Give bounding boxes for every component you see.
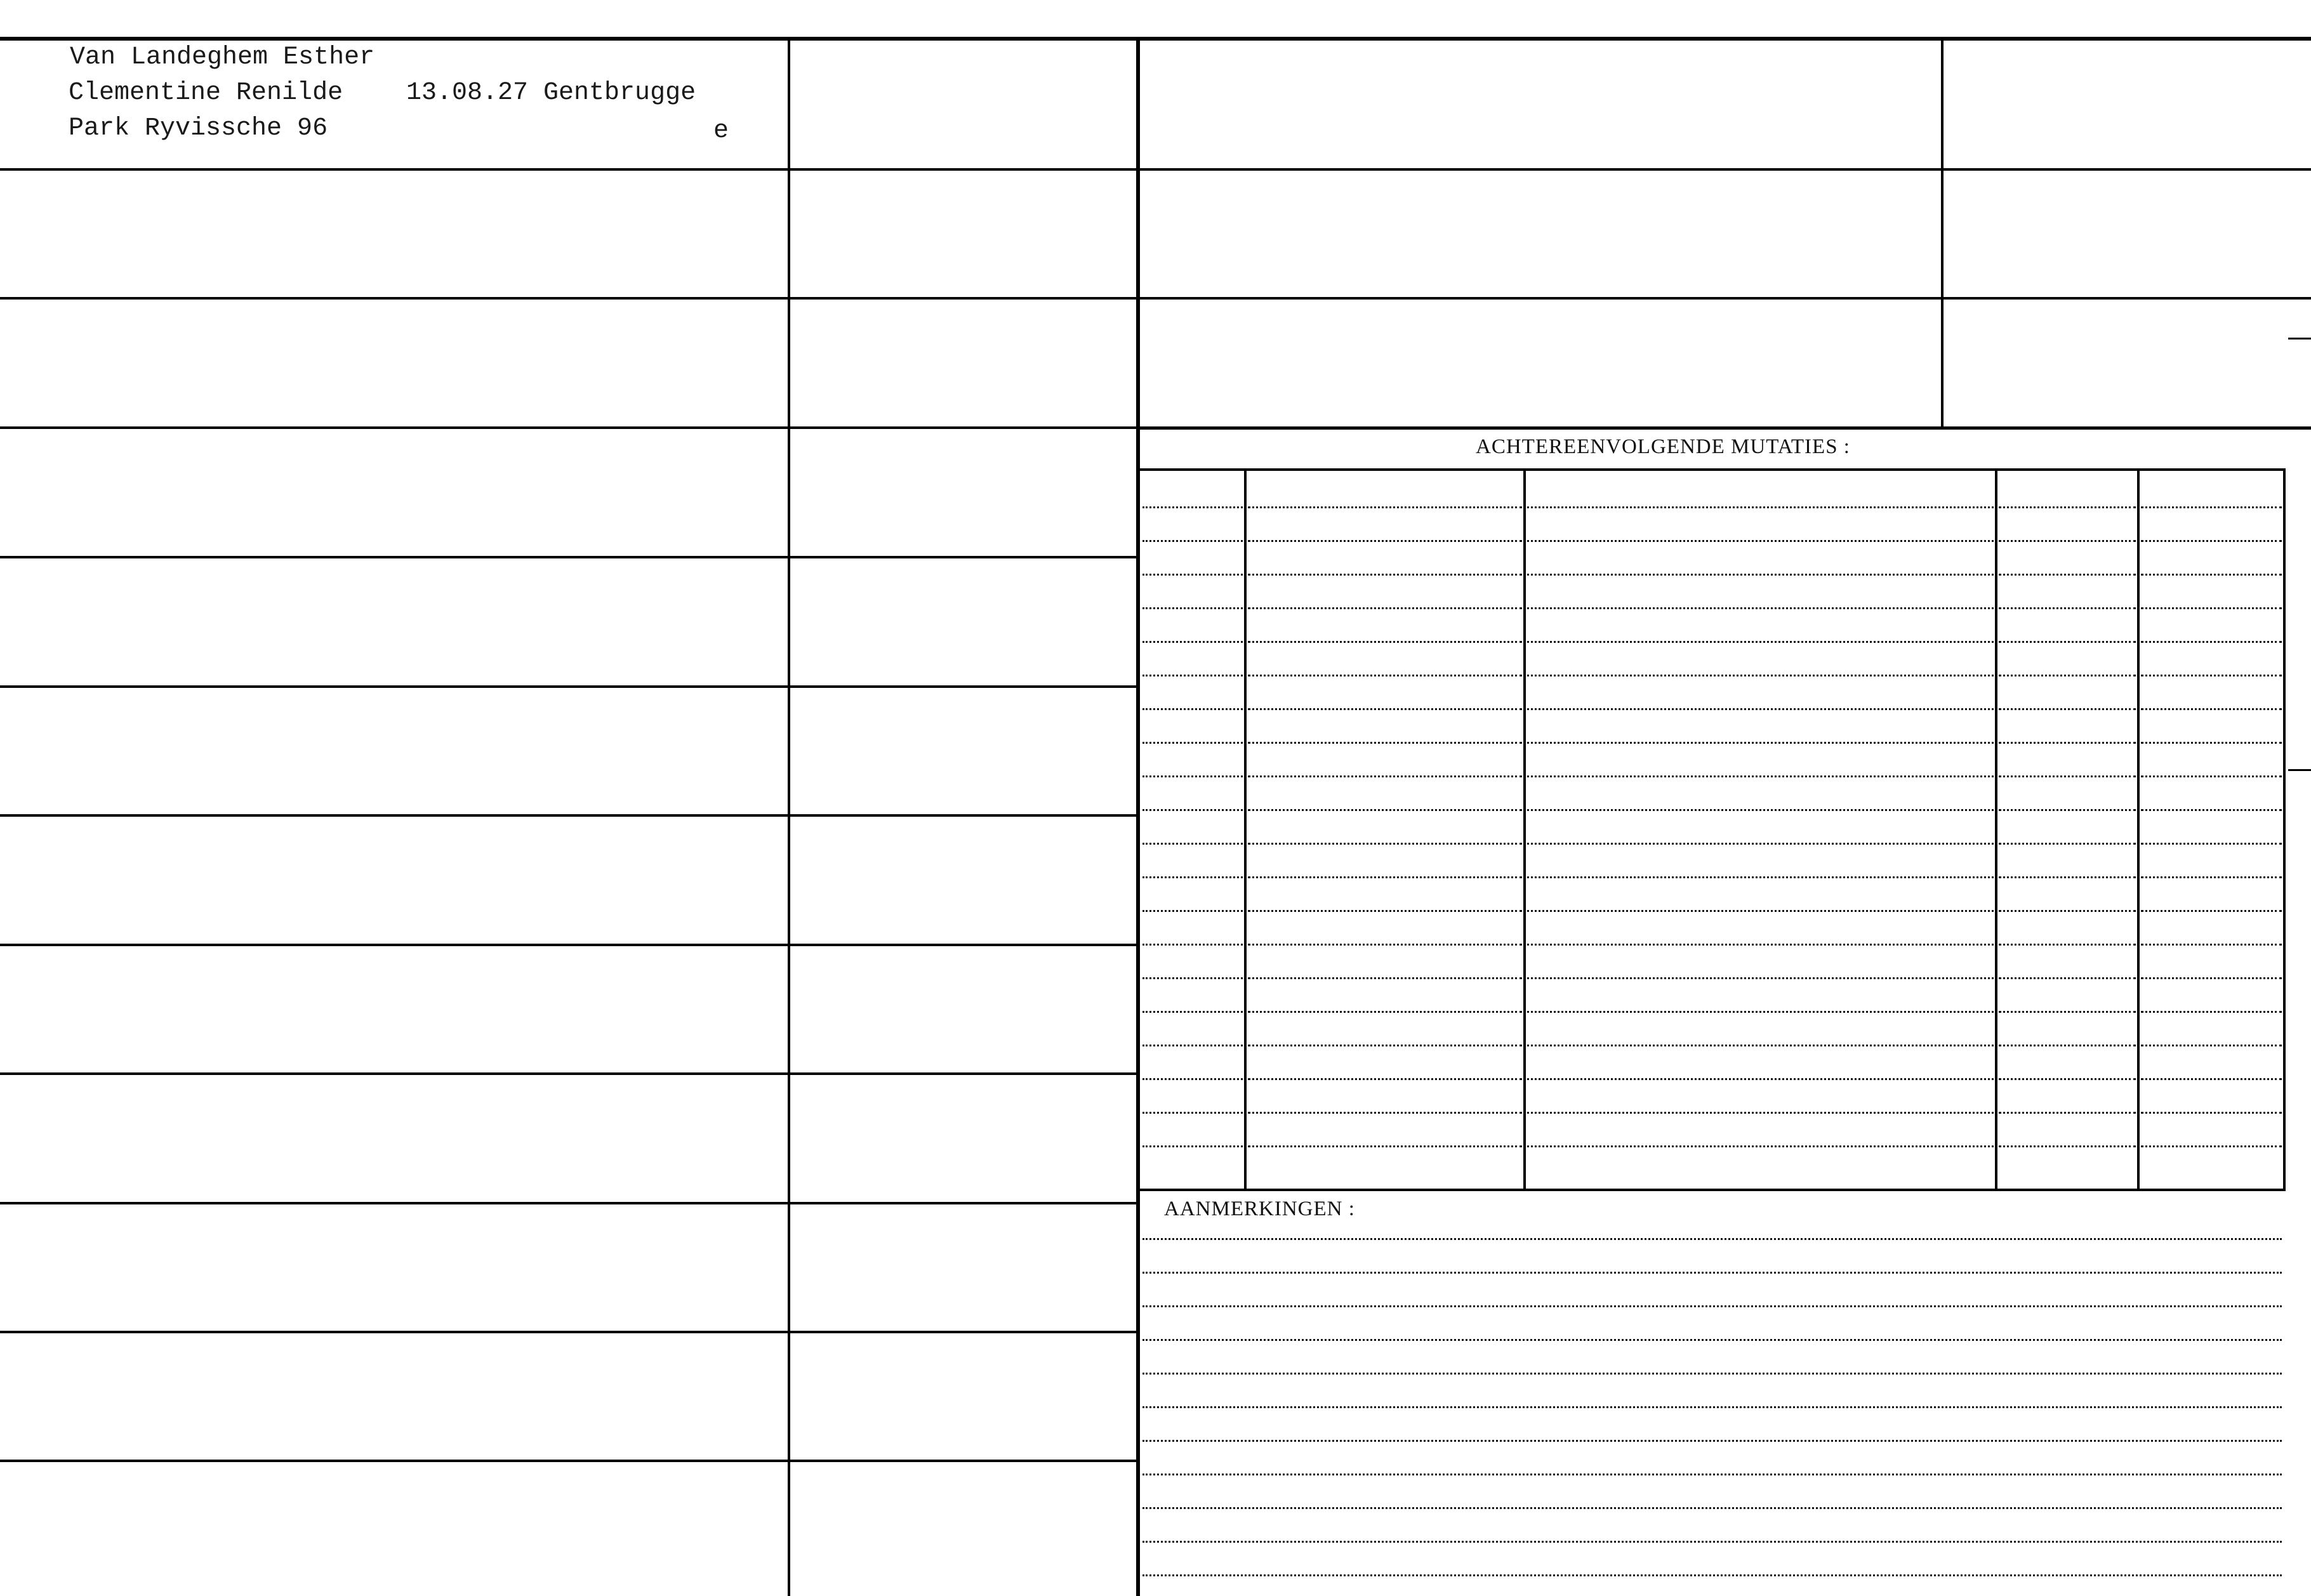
mutation-entry-line [2141, 708, 2282, 710]
remark-entry-line [1142, 1507, 2282, 1509]
mutations-column-divider [1995, 470, 1997, 1190]
mutation-entry-line [1527, 977, 1994, 979]
left-column-divider [788, 38, 790, 1596]
mutation-entry-line [1527, 1112, 1994, 1114]
mutation-entry-line [2141, 1011, 2282, 1013]
mutation-entry-line [1999, 1011, 2136, 1013]
mutation-entry-line [2141, 675, 2282, 676]
record-mark: e [713, 117, 729, 145]
mutation-entry-line [1248, 607, 1522, 609]
mutation-entry-line [1527, 574, 1994, 576]
mutation-entry-line [1527, 506, 1994, 508]
mutation-entry-line [1142, 1045, 1243, 1046]
left-row-rule [0, 1460, 1136, 1462]
mutation-entry-line [1248, 540, 1522, 542]
mutation-entry-line [2141, 506, 2282, 508]
mutation-entry-line [1527, 742, 1994, 744]
mutation-entry-line [1142, 977, 1243, 979]
mutation-entry-line [1248, 742, 1522, 744]
mutation-entry-line [1248, 775, 1522, 777]
mutation-entry-line [1248, 910, 1522, 912]
mutation-entry-line [1999, 944, 2136, 946]
right-column-divider [1941, 38, 1943, 428]
left-row-rule [0, 685, 1136, 688]
mutation-entry-line [1527, 775, 1994, 777]
mutations-column-divider [1523, 470, 1526, 1190]
mutation-entry-line [1248, 708, 1522, 710]
mutation-entry-line [1142, 910, 1243, 912]
edge-tick [2288, 769, 2311, 771]
right-row-rule [1140, 168, 2311, 171]
mutation-entry-line [1248, 1112, 1522, 1114]
left-row-rule [0, 426, 1136, 429]
left-row-rule [0, 1072, 1136, 1075]
mutation-entry-line [1527, 944, 1994, 946]
mutation-entry-line [1142, 742, 1243, 744]
mutation-entry-line [1527, 675, 1994, 676]
mutation-entry-line [1999, 641, 2136, 643]
record-given-names: Clementine Renilde [69, 79, 343, 107]
mutation-entry-line [1527, 708, 1994, 710]
mutation-entry-line [2141, 641, 2282, 643]
mutations-right-border [2283, 470, 2286, 1190]
mutation-entry-line [1999, 506, 2136, 508]
mutations-header-rule [1140, 468, 2286, 471]
center-divider [1136, 38, 1140, 1596]
mutation-entry-line [1999, 977, 2136, 979]
mutation-entry-line [1248, 574, 1522, 576]
mutation-entry-line [1248, 977, 1522, 979]
remark-entry-line [1142, 1339, 2282, 1341]
mutation-entry-line [1999, 876, 2136, 878]
mutation-entry-line [2141, 809, 2282, 811]
remark-entry-line [1142, 1541, 2282, 1543]
mutation-entry-line [1248, 809, 1522, 811]
mutation-entry-line [1999, 607, 2136, 609]
remark-entry-line [1142, 1238, 2282, 1240]
mutation-entry-line [1527, 1145, 1994, 1147]
mutation-entry-line [1527, 1078, 1994, 1080]
mutation-entry-line [1999, 809, 2136, 811]
remark-entry-line [1142, 1305, 2282, 1307]
mutation-entry-line [1527, 1045, 1994, 1046]
mutation-entry-line [1248, 675, 1522, 676]
mutation-entry-line [1142, 843, 1243, 845]
mutation-entry-line [2141, 843, 2282, 845]
mutation-entry-line [1142, 809, 1243, 811]
mutation-entry-line [1999, 574, 2136, 576]
mutation-entry-line [2141, 742, 2282, 744]
mutation-entry-line [2141, 607, 2282, 609]
mutation-entry-line [1999, 675, 2136, 676]
mutation-entry-line [1248, 1145, 1522, 1147]
left-row-rule [0, 556, 1136, 558]
record-name-line: Van Landeghem Esther [70, 43, 375, 72]
mutation-entry-line [2141, 540, 2282, 542]
mutation-entry-line [1527, 876, 1994, 878]
mutation-entry-line [1142, 1078, 1243, 1080]
right-row-rule [1140, 426, 2311, 430]
mutation-entry-line [1248, 843, 1522, 845]
mutation-entry-line [1999, 742, 2136, 744]
mutation-entry-line [1142, 1011, 1243, 1013]
mutation-entry-line [2141, 1078, 2282, 1080]
mutation-entry-line [2141, 775, 2282, 777]
remark-entry-line [1142, 1272, 2282, 1274]
mutations-heading: ACHTEREENVOLGENDE MUTATIES : [1476, 435, 1850, 458]
left-row-rule [0, 1202, 1136, 1204]
mutation-entry-line [1142, 506, 1243, 508]
mutation-entry-line [1142, 641, 1243, 643]
mutation-entry-line [1527, 809, 1994, 811]
mutation-entry-line [1142, 1112, 1243, 1114]
mutation-entry-line [1527, 641, 1994, 643]
mutation-entry-line [1248, 1011, 1522, 1013]
mutation-entry-line [1142, 775, 1243, 777]
mutation-entry-line [1142, 675, 1243, 676]
mutation-entry-line [1142, 876, 1243, 878]
mutation-entry-line [1142, 944, 1243, 946]
edge-tick [2288, 338, 2311, 340]
mutation-entry-line [1248, 876, 1522, 878]
mutation-entry-line [1527, 910, 1994, 912]
left-row-rule [0, 944, 1136, 946]
mutation-entry-line [1248, 944, 1522, 946]
mutation-entry-line [1999, 775, 2136, 777]
mutation-entry-line [1527, 843, 1994, 845]
remark-entry-line [1142, 1474, 2282, 1475]
mutation-entry-line [1142, 1145, 1243, 1147]
mutation-entry-line [2141, 1145, 2282, 1147]
mutation-entry-line [2141, 910, 2282, 912]
left-row-rule [0, 297, 1136, 300]
mutation-entry-line [2141, 1045, 2282, 1046]
remark-entry-line [1142, 1440, 2282, 1442]
mutation-entry-line [2141, 574, 2282, 576]
mutation-entry-line [1142, 574, 1243, 576]
mutation-entry-line [1999, 708, 2136, 710]
mutation-entry-line [1999, 843, 2136, 845]
mutation-entry-line [1142, 607, 1243, 609]
mutation-entry-line [1527, 540, 1994, 542]
mutation-entry-line [1999, 1078, 2136, 1080]
left-row-rule [0, 1331, 1136, 1333]
mutation-entry-line [2141, 876, 2282, 878]
left-row-rule [0, 814, 1136, 817]
mutation-entry-line [1142, 540, 1243, 542]
mutation-entry-line [1248, 641, 1522, 643]
remark-entry-line [1142, 1574, 2282, 1576]
mutations-column-divider [1244, 470, 1247, 1190]
left-row-rule [0, 168, 1136, 171]
mutation-entry-line [1999, 1045, 2136, 1046]
mutation-entry-line [1999, 1145, 2136, 1147]
mutation-entry-line [1142, 708, 1243, 710]
mutation-entry-line [1248, 506, 1522, 508]
mutation-entry-line [2141, 944, 2282, 946]
mutation-entry-line [1999, 540, 2136, 542]
mutations-column-divider [2137, 470, 2140, 1190]
record-address: Park Ryvissche 96 [69, 114, 328, 143]
record-birth-date-place: 13.08.27 Gentbrugge [406, 79, 696, 107]
remarks-heading: AANMERKINGEN : [1164, 1197, 1355, 1220]
mutation-entry-line [1999, 910, 2136, 912]
mutation-entry-line [2141, 1112, 2282, 1114]
mutations-bottom-rule [1140, 1189, 2286, 1191]
mutation-entry-line [1999, 1112, 2136, 1114]
mutation-entry-line [1248, 1045, 1522, 1046]
remark-entry-line [1142, 1406, 2282, 1408]
right-row-rule [1140, 297, 2311, 300]
remark-entry-line [1142, 1373, 2282, 1375]
mutation-entry-line [1527, 607, 1994, 609]
mutation-entry-line [2141, 977, 2282, 979]
mutation-entry-line [1248, 1078, 1522, 1080]
mutation-entry-line [1527, 1011, 1994, 1013]
